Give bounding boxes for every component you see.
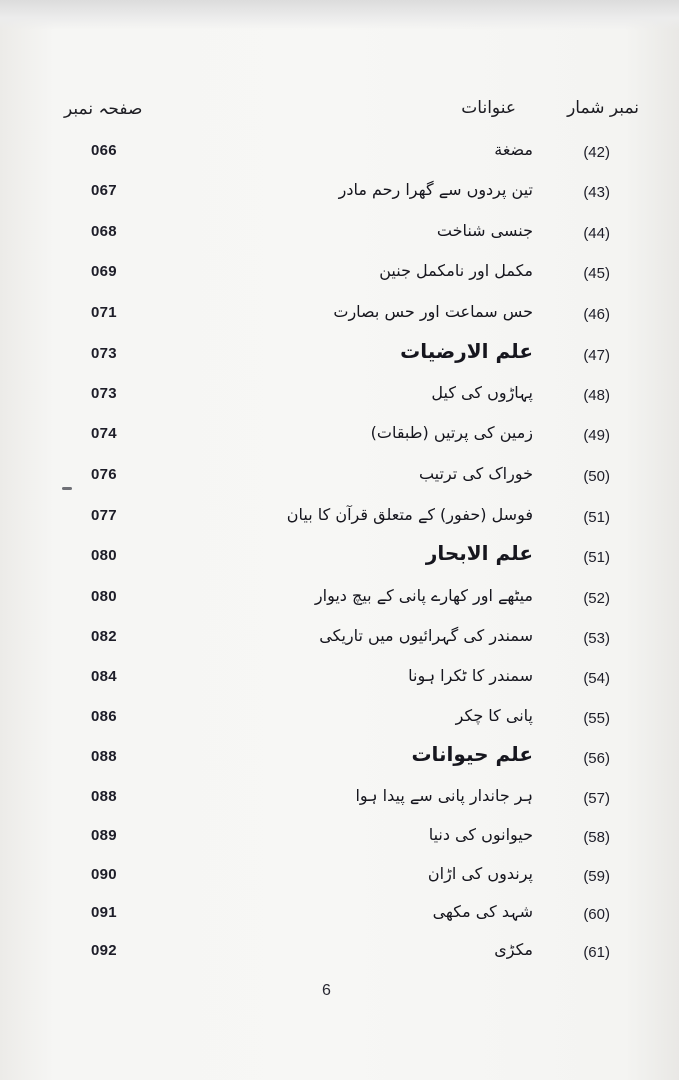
row-serial-number: (59) — [583, 868, 610, 885]
row-page-number: 066 — [91, 142, 117, 159]
page-footer-number: 6 — [322, 982, 331, 999]
table-row — [0, 302, 679, 338]
table-row — [0, 140, 679, 176]
scan-top-edge — [0, 0, 679, 30]
row-title: حس سماعت اور حس بصارت — [333, 302, 533, 321]
row-serial-number: (56) — [583, 750, 610, 767]
row-page-number: 080 — [91, 547, 117, 564]
row-title: جنسی شناخت — [436, 221, 533, 240]
table-row — [0, 180, 679, 216]
row-serial-number: (52) — [583, 590, 610, 607]
row-page-number: 069 — [91, 263, 117, 280]
row-page-number: 082 — [91, 628, 117, 645]
table-row — [0, 464, 679, 500]
row-page-number: 076 — [91, 466, 117, 483]
table-row — [0, 626, 679, 662]
row-page-number: 080 — [91, 588, 117, 605]
row-page-number: 073 — [91, 385, 117, 402]
table-row — [0, 902, 679, 938]
serial-number-header: نمبر شمار — [567, 98, 639, 118]
row-page-number: 091 — [91, 904, 117, 921]
row-serial-number: (61) — [583, 944, 610, 961]
row-serial-number: (46) — [583, 306, 610, 323]
row-page-number: 089 — [91, 827, 117, 844]
row-title: پانی کا چکر — [455, 706, 533, 725]
row-title: حیوانوں کی دنیا — [428, 825, 533, 844]
table-row — [0, 940, 679, 976]
row-serial-number: (55) — [583, 710, 610, 727]
table-row — [0, 825, 679, 861]
row-serial-number: (43) — [583, 184, 610, 201]
row-serial-number: (58) — [583, 829, 610, 846]
row-page-number: 067 — [91, 182, 117, 199]
row-title: مکڑی — [494, 940, 533, 959]
row-serial-number: (53) — [583, 630, 610, 647]
section-heading: علم الابحار — [425, 541, 533, 565]
row-title: میٹھے اور کھارے پانی کے بیچ دیوار — [314, 586, 533, 605]
table-header — [0, 98, 679, 134]
section-heading: علم حیوانات — [411, 742, 533, 766]
row-title: سمندر کا ٹکرا ہونا — [408, 666, 533, 685]
row-page-number: 073 — [91, 345, 117, 362]
titles-header: عنوانات — [461, 98, 516, 118]
table-row — [0, 786, 679, 822]
row-serial-number: (50) — [583, 468, 610, 485]
row-title: فوسل (حفور) کے متعلق قرآن کا بیان — [286, 505, 533, 524]
table-row — [0, 864, 679, 900]
row-serial-number: (48) — [583, 387, 610, 404]
table-row — [0, 742, 679, 782]
row-serial-number: (60) — [583, 906, 610, 923]
row-page-number: 077 — [91, 507, 117, 524]
row-page-number: 084 — [91, 668, 117, 685]
row-serial-number: (44) — [583, 225, 610, 242]
row-serial-number: (54) — [583, 670, 610, 687]
row-title: پہاڑوں کی کیل — [431, 383, 533, 402]
table-row — [0, 383, 679, 419]
table-row — [0, 261, 679, 297]
row-page-number: 074 — [91, 425, 117, 442]
row-page-number: 086 — [91, 708, 117, 725]
table-row — [0, 423, 679, 459]
table-row — [0, 505, 679, 541]
row-serial-number: (49) — [583, 427, 610, 444]
row-title: تین پردوں سے گھرا رحم مادر — [338, 180, 533, 199]
row-page-number: 088 — [91, 748, 117, 765]
scan-mark — [62, 487, 72, 490]
row-page-number: 090 — [91, 866, 117, 883]
row-serial-number: (51) — [583, 509, 610, 526]
row-title: مکمل اور نامکمل جنین — [379, 261, 533, 280]
row-title: پرندوں کی اڑان — [427, 864, 533, 883]
row-title: ہر جاندار پانی سے پیدا ہوا — [355, 786, 533, 805]
row-page-number: 088 — [91, 788, 117, 805]
row-serial-number: (45) — [583, 265, 610, 282]
row-page-number: 092 — [91, 942, 117, 959]
table-row — [0, 339, 679, 379]
row-title: سمندر کی گہرائیوں میں تاریکی — [319, 626, 533, 645]
row-serial-number: (42) — [583, 144, 610, 161]
row-serial-number: (51) — [583, 549, 610, 566]
table-row — [0, 221, 679, 257]
row-serial-number: (47) — [583, 347, 610, 364]
row-page-number: 068 — [91, 223, 117, 240]
row-page-number: 071 — [91, 304, 117, 321]
table-row — [0, 541, 679, 581]
table-row — [0, 666, 679, 702]
row-title: شہد کی مکھی — [432, 902, 533, 921]
table-row — [0, 706, 679, 742]
page-number-header: صفحہ نمبر — [64, 99, 143, 119]
row-title: زمین کی پرتیں (طبقات) — [370, 423, 533, 442]
section-heading: علم الارضیات — [400, 339, 533, 363]
row-serial-number: (57) — [583, 790, 610, 807]
row-title: مضغة — [494, 140, 533, 159]
row-title: خوراک کی ترتیب — [418, 464, 533, 483]
table-row — [0, 586, 679, 622]
